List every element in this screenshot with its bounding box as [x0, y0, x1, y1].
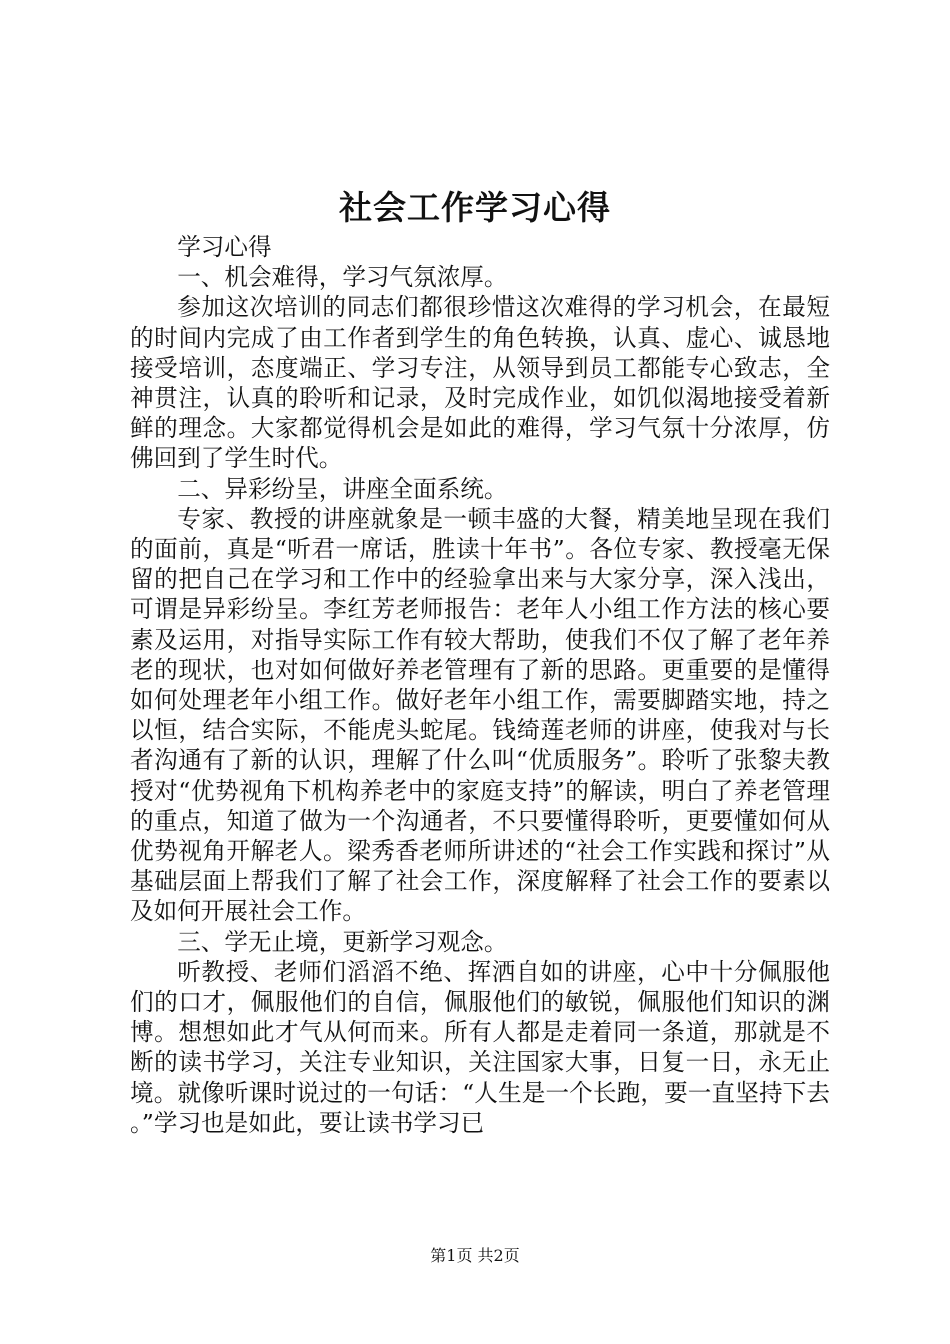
- page-footer: 第1页 共2页: [430, 1246, 520, 1265]
- section-heading-3: 三、学无止境，更新学习观念。: [177, 927, 508, 956]
- section-heading-1: 一、机会难得，学习气氛浓厚。: [177, 263, 508, 292]
- paragraph-1: 参加这次培训的同志们都很珍惜这次难得的学习机会，在最短的时间内完成了由工作者到学生的角色转换，认真、虚心、诚恳地接受培训，态度端正、学习专注，从领导到员工都能专心致志，全神贯注，认真的聆听和记录，及时完成作业，如饥似渴地接受着新鲜的理念。大家都觉得机会是如此的难得，学习气氛十分浓厚，仿佛回到了学生时代。: [130, 293, 830, 473]
- document-title: 社会工作学习心得: [339, 188, 611, 227]
- paragraph-2: 专家、教授的讲座就象是一顿丰盛的大餐，精美地呈现在我们的面前，真是“听君一席话，胜读十年书”。各位专家、教授毫无保留的把自己在学习和工作中的经验拿出来与大家分享，深入浅出，可谓是异彩纷呈。李红芳老师报告：老年人小组工作方法的核心要素及运用，对指导实际工作有较大帮助，使我们不仅了解了老年养老的现状，也对如何做好养老管理有了新的思路。更重要的是懂得如何处理老年小组工作。做好老年小组工作，需要脚踏实地，持之以恒，结合实际，不能虎头蛇尾。钱绮莲老师的讲座，使我对与长者沟通有了新的认识，理解了什么叫“优质服务”。聆听了张黎夫教授对“优势视角下机构养老中的家庭支持”的解读，明白了养老管理的重点，知道了做为一个沟通者，不只要懂得聆听，更要懂如何从优势视角开解老人。梁秀香老师所讲述的“社会工作实践和探讨”从基础层面上帮我们了解了社会工作，深度解释了社会工作的要素以及如何开展社会工作。: [130, 504, 830, 926]
- document-body: [130, 232, 830, 1138]
- paragraph-3: 听教授、老师们滔滔不绝、挥洒自如的讲座，心中十分佩服他们的口才，佩服他们的自信，佩服他们的敏锐，佩服他们知识的渊博。想想如此才气从何而来。所有人都是走着同一条道，那就是不断的读书学习，关注专业知识，关注国家大事，日复一日，永无止境。就像听课时说过的一句话：“人生是一个长跑，要一直坚持下去。”学习也是如此，要让读书学习已: [130, 957, 830, 1137]
- paragraph-heading: 学习心得: [177, 233, 272, 261]
- section-heading-2: 二、异彩纷呈，讲座全面系统。: [177, 474, 508, 503]
